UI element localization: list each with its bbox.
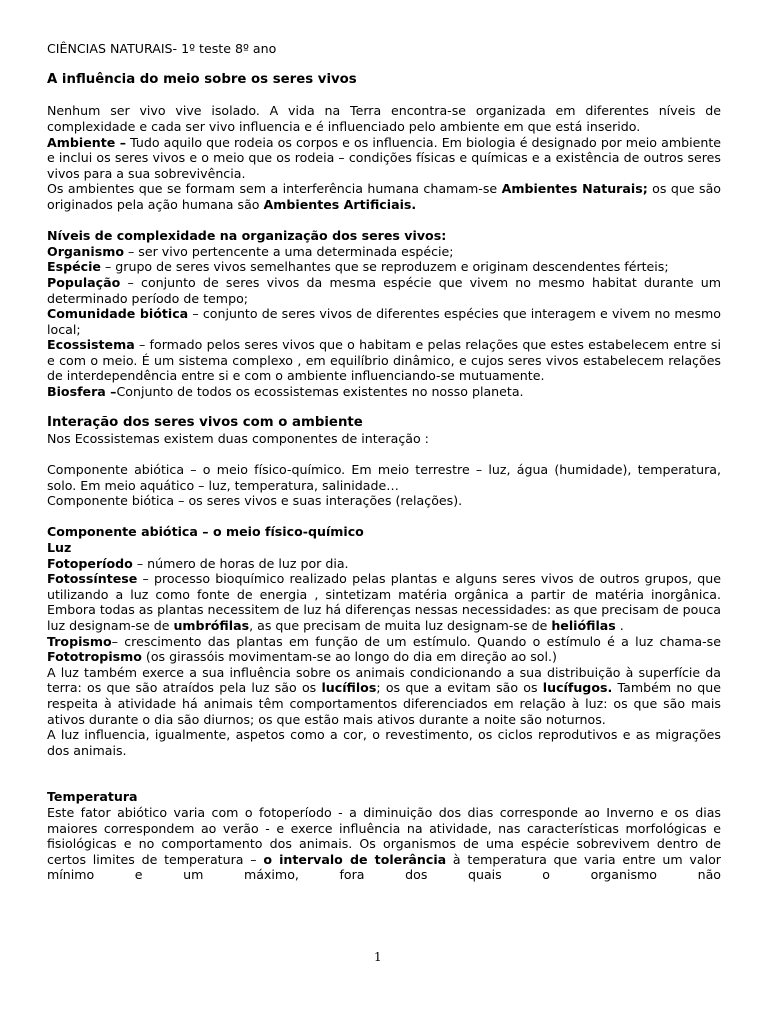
biosfera-term: Biosfera – <box>47 384 117 400</box>
ambiente-term: Ambiente – <box>47 134 127 150</box>
biosfera-definition <box>47 384 721 400</box>
luz-animais-paragraph <box>47 665 721 727</box>
fotossintese-text-b: , as que precisam de muita luz designam-se de <box>249 617 552 633</box>
niveis-heading <box>47 228 721 244</box>
fotoperiodo-definition <box>47 556 721 572</box>
abiotica-heading <box>47 524 721 540</box>
ambientes-naturais-term: Ambientes Naturais; <box>501 181 648 197</box>
document-title: A influência do meio sobre os seres vivos <box>47 72 357 88</box>
comunidade-definition <box>47 306 721 337</box>
especie-term: Espécie <box>47 259 101 275</box>
populacao-text: – conjunto de seres vivos da mesma espécie que vivem no mesmo habitat durante um determinado período de tempo; <box>47 274 721 306</box>
tropismo-term: Tropismo <box>47 633 112 649</box>
fotossintese-term: Fotossíntese <box>47 571 138 587</box>
tropismo-text-a: – crescimento das plantas em função de um estímulo. Quando o estímulo é a luz chama-se <box>111 633 721 649</box>
page-number: 1 <box>374 950 382 964</box>
temperatura-text-a: Este fator abiótico varia com o fotoperíodo - a diminuição dos dias corresponde ao Inverno e os dias maiores correspondem ao verão - e exerce influência na atividade, nas características morfológicas e fisiológicas e no comportamento dos animais. Os organismos de uma espécie sobrevivem dentro de certos limites de temperatura – <box>47 804 721 867</box>
ambiente-definition <box>47 135 721 182</box>
intro-paragraph: Nenhum ser vivo vive isolado. A vida na Terra encontra-se organizada em diferentes níveis de complexidade e cada ser vivo influencia e é influenciado pelo ambiente em que está inserido. <box>47 103 721 134</box>
especie-definition <box>47 259 721 275</box>
luz-heading-text: Luz <box>47 540 72 555</box>
umbrofilas-term: umbrófilas <box>173 617 250 633</box>
ambientes-artificiais-term: Ambientes Artificiais. <box>263 196 417 212</box>
animais-text-a: A luz também exerce a sua influência sobre os animais condicionando a sua distribuição à superfície da terra: os que são atraídos pela luz são os <box>47 664 721 696</box>
heliofilas-term: heliófilas <box>551 617 616 633</box>
fotossintese-definition <box>47 571 721 633</box>
ecossistema-term: Ecossistema <box>47 337 135 353</box>
interacao-intro: Nos Ecossistemas existem duas componentes de interação : <box>47 430 429 446</box>
lucifugos-term: lucífugos. <box>542 680 613 696</box>
tropismo-text-b: (os girassóis movimentam-se ao longo do dia em direção ao sol.) <box>141 649 557 665</box>
ecossistema-definition <box>47 337 721 384</box>
document-page <box>47 41 721 883</box>
biosfera-text: Conjunto de todos os ecossistemas existentes no nosso planeta. <box>116 384 524 400</box>
fotossintese-text-a: – processo bioquímico realizado pelas plantas e alguns seres vivos de outros grupos, que utilizando a luz como fonte de energia , sintetizam matéria orgânica a partir de matéria inorgânica. Embora todas as plantas necessitem de luz há diferenças nessas necessidades: as que precisam de pouca luz designam-se de <box>47 571 721 633</box>
ambiente-text: Tudo aquilo que rodeia os corpos e os influencia. Em biologia é designado por meio ambiente e inclui os seres vivos e o meio que os rodeia – condições físicas e químicas e a existência de outros seres vivos para a sua sobrevivência. <box>47 134 721 181</box>
ambientes-paragraph <box>47 181 721 212</box>
ecossistema-text: – formado pelos seres vivos que o habitam e pelas relações que estes estabelecem entre si e com o meio. É um sistema complexo , em equilíbrio dinâmico, e cujos seres vivos estabelecem relações de interdependência entre si e com o ambiente influenciando-se mutuamente. <box>47 337 721 384</box>
niveis-heading-text: Níveis de complexidade na organização dos seres vivos: <box>47 228 447 244</box>
populacao-term: População <box>47 274 121 290</box>
fotoperiodo-text: – número de horas de luz por dia. <box>132 555 349 571</box>
organismo-text: – ser vivo pertencente a uma determinada espécie; <box>123 243 454 259</box>
especie-text: – grupo de seres vivos semelhantes que se reproduzem e originam descendentes férteis; <box>100 259 669 275</box>
intervalo-tolerancia-term: o intervalo de tolerância <box>263 851 447 867</box>
abiotica-heading-text: Componente abiótica – o meio físico-químico <box>47 524 364 540</box>
organismo-definition <box>47 244 721 260</box>
comunidade-text: – conjunto de seres vivos de diferentes espécies que interagem e vivem no mesmo local; <box>47 306 721 337</box>
organismo-term: Organismo <box>47 243 124 259</box>
temperatura-paragraph <box>47 805 721 883</box>
comunidade-term: Comunidade biótica <box>47 306 189 322</box>
fotossintese-text-c: . <box>615 617 624 633</box>
animais-text-b: ; os que a evitam são os <box>376 680 543 696</box>
temperatura-heading <box>47 789 721 805</box>
populacao-definition <box>47 275 721 306</box>
tropismo-definition <box>47 634 721 665</box>
temperatura-text-b: à temperatura que varia entre um valor mínimo e um máximo, fora dos quais o organismo não <box>47 851 721 883</box>
fotoperiodo-term: Fotoperíodo <box>47 555 133 571</box>
temperatura-heading-text: Temperatura <box>47 789 138 805</box>
ambientes-text-a: Os ambientes que se formam sem a interferência humana chamam-se <box>47 181 502 197</box>
animais-text-c: Também no que respeita à atividade há animais têm comportamentos diferenciados em relação à luz: os que são mais ativos durante o dia são diurnos; os que estão mais ativos durante a noite são noturnos. <box>47 680 721 727</box>
document-header: CIÊNCIAS NATURAIS- 1º teste 8º ano <box>47 41 277 56</box>
componente-biotica-paragraph: Componente biótica – os seres vivos e suas interações (relações). <box>47 493 463 509</box>
componente-abiotica-paragraph: Componente abiótica – o meio físico-químico. Em meio terrestre – luz, água (humidade), temperatura, solo. Em meio aquático – luz, temperatura, salinidade… <box>47 462 721 493</box>
lucifilos-term: lucífilos <box>321 680 377 696</box>
luz-final-paragraph: A luz influencia, igualmente, aspetos como a cor, o revestimento, os ciclos reprodutivos e as migrações dos animais. <box>47 727 721 758</box>
luz-heading <box>47 540 721 556</box>
fototropismo-term: Fototropismo <box>47 649 142 665</box>
interacao-heading: Interação dos seres vivos com o ambiente <box>47 415 363 431</box>
ambientes-text-b: os que são originados pela ação humana são <box>47 181 722 212</box>
